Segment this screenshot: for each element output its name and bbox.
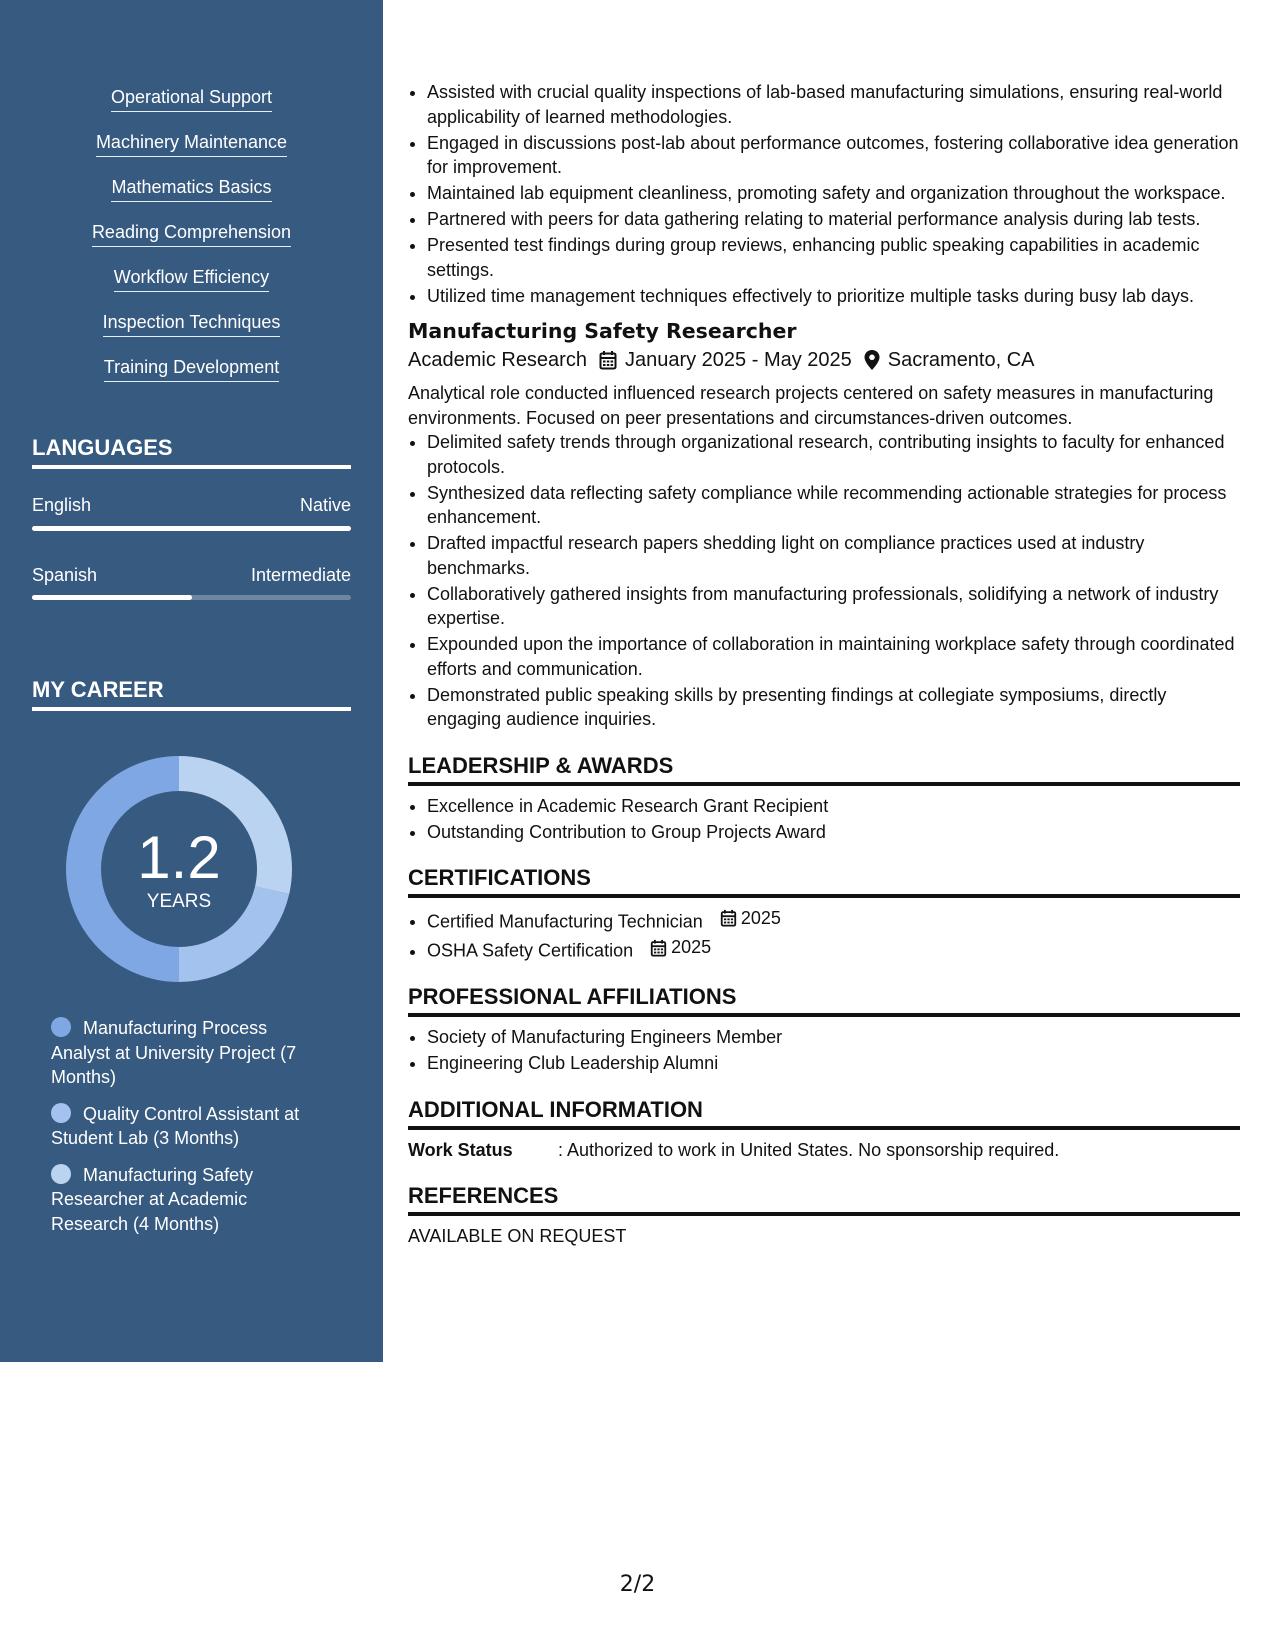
language-bar-spanish <box>32 595 351 600</box>
legend-dot-icon <box>51 1017 71 1037</box>
award-item: • Excellence in Academic Research Grant Recipient <box>427 794 1240 819</box>
skill-item: Machinery Maintenance <box>96 131 287 157</box>
work-status-label: Work Status <box>408 1139 513 1160</box>
bullet-item: • Utilized time management techniques effectively to prioritize multiple tasks during busy lab days. <box>427 284 1240 309</box>
bullet-item: • Delimited safety trends through organizational research, contributing insights to faculty for enhanced protocols. <box>427 430 1240 479</box>
affiliation-item: • Society of Manufacturing Engineers Member <box>427 1025 1240 1050</box>
certification-item <box>427 906 1240 934</box>
job-dates: January 2025 - May 2025 <box>624 349 852 371</box>
sidebar <box>0 0 383 1362</box>
job-bullets <box>408 430 1240 732</box>
job-title: Manufacturing Safety Researcher <box>408 319 797 343</box>
page-number: 2/2 <box>619 1572 656 1597</box>
language-bar-english <box>32 526 351 531</box>
career-item-text: Manufacturing Safety Researcher at Academic Research (4 Months) <box>51 1164 254 1234</box>
references-heading: REFERENCES <box>408 1182 1240 1216</box>
certification-name: OSHA Safety Certification <box>427 940 634 961</box>
language-bar-fill <box>32 526 351 531</box>
skill-item: Mathematics Basics <box>111 176 271 202</box>
bullet-item: • Partnered with peers for data gathering relating to material performance analysis during lab tests. <box>427 207 1240 232</box>
affiliations-heading: PROFESSIONAL AFFILIATIONS <box>408 983 1240 1017</box>
career-heading: MY CAREER <box>32 676 351 711</box>
certification-name: Certified Manufacturing Technician <box>427 911 703 932</box>
language-level: Intermediate <box>250 565 351 585</box>
language-name: Spanish <box>32 565 98 585</box>
calendar-icon <box>599 350 617 370</box>
bullet-item: • Collaboratively gathered insights from manufacturing professionals, solidifying a network of industry expertise. <box>427 582 1240 631</box>
bullet-item: • Synthesized data reflecting safety compliance while recommending actionable strategies for process enhancement. <box>427 481 1240 530</box>
career-item <box>51 1102 321 1151</box>
career-total-unit: YEARS <box>146 891 212 912</box>
language-row-spanish <box>32 564 351 586</box>
skill-item: Workflow Efficiency <box>114 266 269 292</box>
bullet-item: • Assisted with crucial quality inspections of lab-based manufacturing simulations, ensuring real-world applicability of learned methodologies. <box>427 80 1240 129</box>
skill-item: Operational Support <box>111 86 272 112</box>
certifications-heading: CERTIFICATIONS <box>408 864 1240 898</box>
certification-year: 2025 <box>740 908 781 928</box>
affiliations-list <box>408 1025 1240 1076</box>
skill-item: Reading Comprehension <box>92 221 291 247</box>
award-item: • Outstanding Contribution to Group Projects Award <box>427 820 1240 845</box>
language-name: English <box>32 495 92 515</box>
languages-heading: LANGUAGES <box>32 434 351 469</box>
career-item <box>51 1163 321 1237</box>
language-bar-fill <box>32 595 192 600</box>
bullet-item: • Maintained lab equipment cleanliness, promoting safety and organization throughout the workspace. <box>427 181 1240 206</box>
bullet-item: • Presented test findings during group reviews, enhancing public speaking capabilities in academic settings. <box>427 233 1240 282</box>
work-status-row <box>408 1138 1240 1162</box>
calendar-icon <box>650 939 667 957</box>
job-meta <box>408 345 1240 375</box>
skill-item: Training Development <box>104 356 279 382</box>
awards-list <box>408 794 1240 845</box>
career-total-value: 1.2 <box>137 824 221 891</box>
affiliation-item: • Engineering Club Leadership Alumni <box>427 1051 1240 1076</box>
bullet-item: • Demonstrated public speaking skills by presenting findings at collegiate symposiums, directly engaging audience inquiries. <box>427 683 1240 732</box>
awards-heading: LEADERSHIP & AWARDS <box>408 752 1240 786</box>
career-item-text: Quality Control Assistant at Student Lab (3 Months) <box>51 1103 300 1148</box>
job-location: Sacramento, CA <box>887 349 1035 371</box>
career-total <box>66 756 292 982</box>
bullet-item: • Engaged in discussions post-lab about performance outcomes, fostering collaborative idea generation for improvement. <box>427 131 1240 180</box>
calendar-icon <box>720 909 737 927</box>
certification-year: 2025 <box>671 937 712 958</box>
skill-item: Inspection Techniques <box>103 311 281 337</box>
language-level: Native <box>299 495 351 515</box>
references-text: AVAILABLE ON REQUEST <box>408 1225 627 1246</box>
language-row-english <box>32 494 351 516</box>
previous-job-bullets <box>408 80 1240 308</box>
certifications-list <box>408 906 1240 963</box>
legend-dot-icon <box>51 1103 71 1123</box>
career-list <box>51 1016 321 1248</box>
bullet-item: • Drafted impactful research papers shedding light on compliance practices used at industry benchmarks. <box>427 531 1240 580</box>
job-description: Analytical role conducted influenced research projects centered on safety measures in manufacturing environments. Focused on peer presentations and circumstances-driven outcomes. <box>408 383 1214 428</box>
legend-dot-icon <box>51 1164 71 1184</box>
work-status-value: : Authorized to work in United States. No sponsorship required. <box>558 1139 1060 1160</box>
career-item <box>51 1016 321 1090</box>
skills-list <box>0 86 383 401</box>
additional-info-heading: ADDITIONAL INFORMATION <box>408 1096 1240 1130</box>
main-content <box>408 80 1240 1248</box>
bullet-item: • Expounded upon the importance of collaboration in maintaining workplace safety through coordinated efforts and communication. <box>427 632 1240 681</box>
certification-item <box>427 935 1240 963</box>
career-item-text: Manufacturing Process Analyst at University Project (7 Months) <box>51 1018 297 1087</box>
job-company: Academic Research <box>408 349 587 371</box>
location-pin-icon <box>864 350 880 370</box>
